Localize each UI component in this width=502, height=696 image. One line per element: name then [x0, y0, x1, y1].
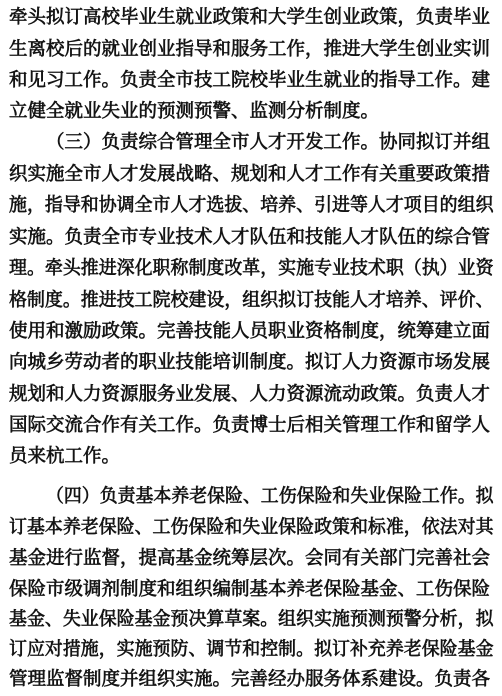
paragraph-heading-line: （三）负责综合管理全市人才开发工作。协同拟订并组 — [46, 132, 491, 153]
text-line: 员来杭工作。 — [9, 446, 121, 467]
text-line: 保险市级调剂制度和组织编制基本养老保险基金、工伤保险 — [9, 579, 491, 600]
text-line: 织实施全市人才发展战略、规划和人才工作有关重要政策措 — [9, 164, 491, 185]
text-line: 实施。负责全市专业技术人才队伍和技能人才队伍的综合管 — [9, 227, 491, 248]
text-line: 理。牵头推进深化职称制度改革，实施专业技术职（执）业资 — [9, 258, 494, 279]
paragraph-heading-line: （四）负责基本养老保险、工伤保险和失业保险工作。拟 — [46, 486, 494, 507]
text-line: 格制度。推进技工院校建设，组织拟订技能人才培养、评价、 — [9, 290, 494, 311]
text-line: 生离校后的就业创业指导和服务工作，推进大学生创业实训 — [9, 39, 491, 60]
text-line: 基金、失业保险基金预决算草案。组织实施预测预警分析，拟 — [9, 609, 494, 630]
text-line: 管理监督制度并组织实施。完善经办服务体系建设。负责各 — [9, 669, 491, 690]
text-line: 向城乡劳动者的职业技能培训制度。拟订人力资源市场发展 — [9, 352, 491, 373]
text-line: 规划和人力资源服务业发展、人力资源流动政策。负责人才 — [9, 384, 491, 405]
text-line: 牵头拟订高校毕业生就业政策和大学生创业政策，负责毕业 — [9, 7, 491, 28]
text-line: 国际交流合作有关工作。负责博士后相关管理工作和留学人 — [9, 415, 491, 436]
text-line: 立健全就业失业的预测预警、监测分析制度。 — [9, 101, 380, 122]
text-line: 施，指导和协调全市人才选拔、培养、引进等人才项目的组织 — [9, 195, 494, 216]
text-line: 订基本养老保险、工伤保险和失业保险政策和标准，依法对其 — [9, 517, 494, 538]
text-line: 订应对措施，实施预防、调节和控制。拟订补充养老保险基金 — [9, 639, 494, 660]
text-line: 和见习工作。负责全市技工院校毕业生就业的指导工作。建 — [9, 70, 491, 91]
text-line: 基金进行监督，提高基金统筹层次。会同有关部门完善社会 — [9, 548, 491, 569]
text-line: 使用和激励政策。完善技能人员职业资格制度，统筹建立面 — [9, 321, 491, 342]
